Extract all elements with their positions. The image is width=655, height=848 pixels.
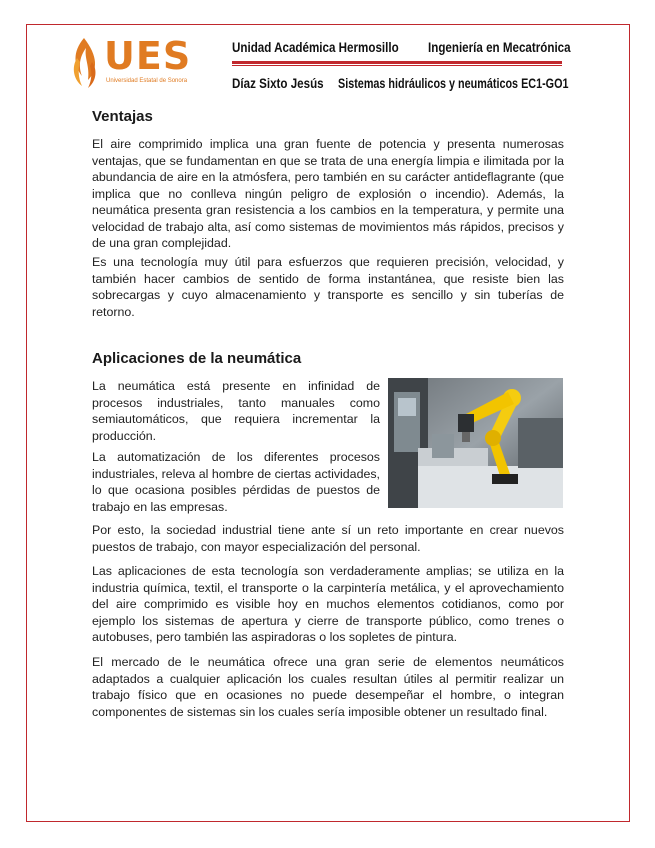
- header-unit: Unidad Académica Hermosillo: [232, 40, 399, 55]
- aplicaciones-paragraph-4: Las aplicaciones de esta tecnología son verdaderamente amplias; se utiliza en la industria química, textil, el transporte o la carpintería metálica, y el aprovechamiento del aire comprimido es visible hoy en muchos elementos cotidianos, como por ejemplo los sistemas de apertura y cierre de transporte público, como trenes o autobuses, pero también las aspiradoras o los sopletes de pintura.: [92, 564, 564, 644]
- aplicaciones-paragraph-2: La automatización de los diferentes procesos industriales, releva al hombre de ciertas actividades, lo que ocasiona posibles pérdidas de puestos de trabajo en las empresas.: [92, 450, 380, 514]
- section-title-ventajas: Ventajas: [92, 108, 153, 125]
- aplicaciones-paragraph-1: La neumática está presente en infinidad de procesos industriales, tanto manuales como semiautomáticos, que requiera incrementar la producción.: [92, 379, 380, 443]
- flame-icon: [68, 36, 102, 90]
- header-rule-thin: [232, 65, 562, 66]
- aplicaciones-paragraph-5: El mercado de le neumática ofrece una gran serie de elementos neumáticos adaptados a cualquier aplicación los cuales resultan útiles al permitir realizar un trabajo físico que en ocasiones no puede desempeñar el hombre, o integran componentes de sistemas sin los cuales sería imposible obtener un resultado final.: [92, 655, 564, 719]
- logo-subtitle: Universidad Estatal de Sonora: [106, 78, 188, 84]
- ventajas-paragraph-2: Es una tecnología muy útil para esfuerzos que requieren precisión, velocidad, y también hacer cambios de sentido de forma instantánea, que resiste bien las sobrecargas y cuyo almacenamiento y transporte es sencillo y sin tuberías de retorno.: [92, 255, 564, 319]
- header-rule: [232, 61, 562, 64]
- header-course: Sistemas hidráulicos y neumáticos EC1-GO1: [338, 76, 569, 91]
- header-author: Díaz Sixto Jesús: [232, 76, 324, 91]
- aplicaciones-paragraph-3: Por esto, la sociedad industrial tiene ante sí un reto importante en crear nuevos puestos de trabajo, con mayor especialización del personal.: [92, 523, 564, 554]
- university-logo: [68, 34, 210, 96]
- section-title-aplicaciones: Aplicaciones de la neumática: [92, 350, 302, 367]
- industrial-robot-image: [388, 378, 563, 508]
- ventajas-paragraph-1: El aire comprimido implica una gran fuente de potencia y presenta numerosas ventajas, que se fundamentan en que se trata de una energía limpia e ilimitada por la abundancia de aire en la atmósfera, pero también en su carácter antideflagrante (que implica que no conlleva ningún peligro de explosión o incendio). Además, la neumática presenta gran resistencia a los cambios en la temperatura, y permite una velocidad de trabajo alta, así como sistemas de movimientos más rápidos, precisos y de una gran complejidad.: [92, 137, 564, 250]
- logo-wordmark: UES: [104, 34, 192, 78]
- header-program: Ingeniería en Mecatrónica: [428, 40, 571, 55]
